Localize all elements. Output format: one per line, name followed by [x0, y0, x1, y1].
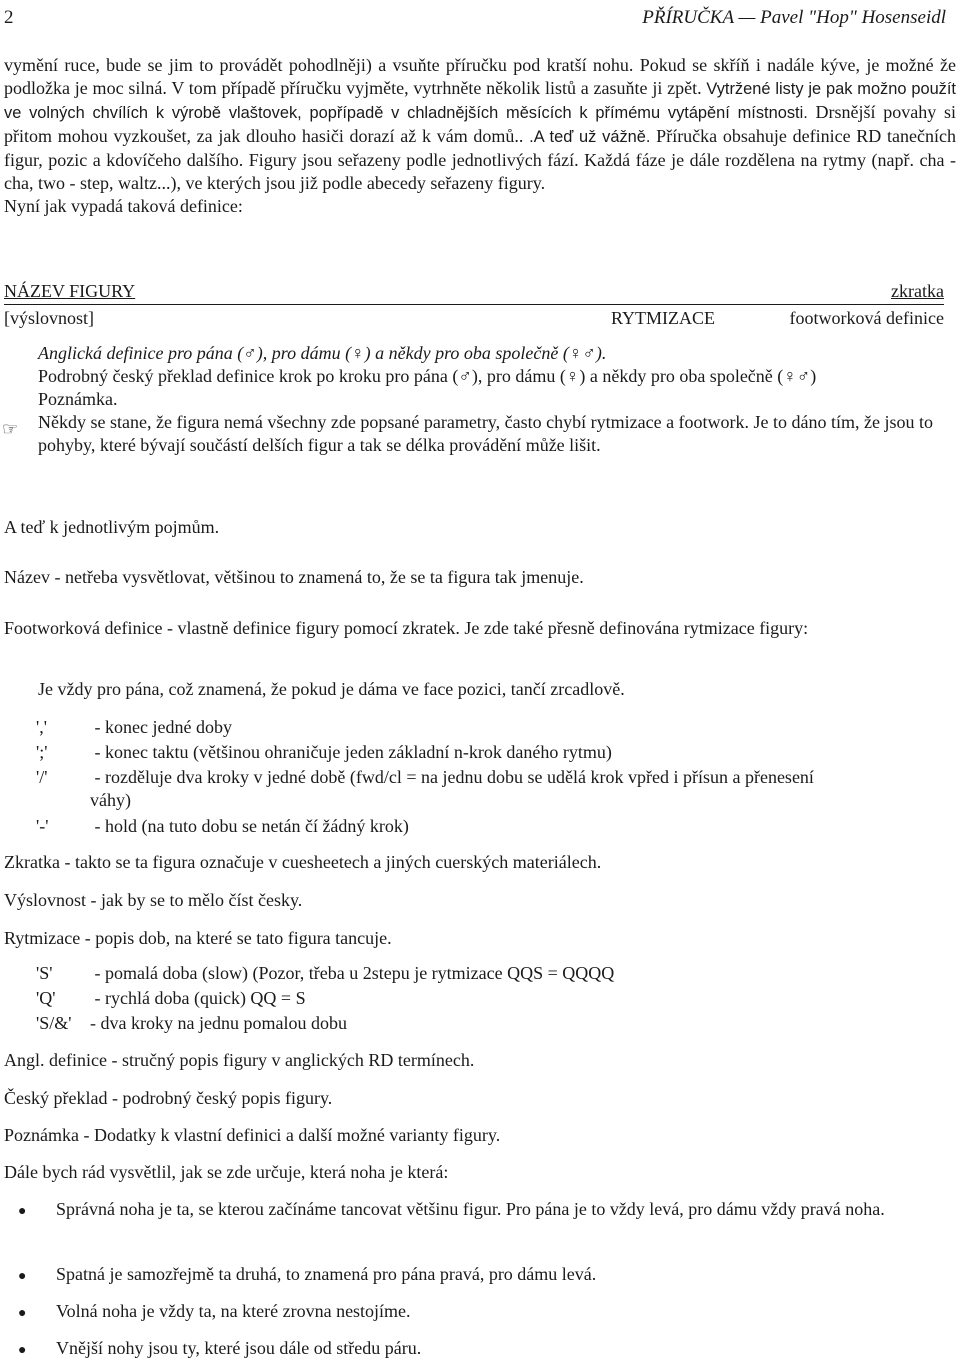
- footwork-symbol-item: [36, 741, 948, 764]
- note-label: Poznámka.: [38, 389, 118, 409]
- intro-text: [4, 54, 956, 195]
- symbol-text: - dva kroky na jednu pomalou dobu: [90, 1013, 347, 1033]
- intro-part-4: .A teď už vážně.: [529, 128, 651, 146]
- footwork-symbol-item: [36, 766, 948, 812]
- symbol-text: - konec jedné doby: [90, 717, 232, 737]
- intro-paragraph: [4, 54, 956, 218]
- pointing-hand-icon: ☞: [2, 419, 19, 439]
- note-text: Někdy se stane, že figura nemá všechny zde popsané parametry, často chybí rytmizace a footwork. Je to dáno tím, že jsou to pohyby, které bývají součástí delších figur a tak se délka provádění může lišit.: [38, 412, 934, 455]
- english-definition: Anglická definice pro pána (♂), pro dámu (♀) a někdy pro oba společně (♀♂).: [38, 343, 607, 363]
- feet-intro: Dále bych rád vysvětlil, jak se zde určuje, která noha je která:: [4, 1162, 449, 1182]
- intro-how: Nyní jak vypadá taková definice:: [4, 196, 243, 216]
- pronunciation-explanation: Výslovnost - jak by se to mělo číst česky.: [4, 890, 303, 910]
- symbol-mark: 'S': [36, 963, 53, 983]
- name-explanation: Název - netřeba vysvětlovat, většinou to znamená to, že se ta figura tak jmenuje.: [4, 567, 584, 587]
- czech-definition: Podrobný český překlad definice krok po kroku pro pána (♂), pro dámu (♀) a někdy pro oba společně (♀♂): [38, 366, 817, 386]
- mirror-note: Je vždy pro pána, což znamená, že pokud je dáma ve face pozici, tančí zrcadlově.: [38, 679, 625, 699]
- intro-part-3: Drsnější povahy si přitom mohou vyzkoušet, za jak dlouho hasiči dorazí až k vám domů..: [4, 102, 956, 146]
- intro-part-1: vymění ruce, bude se jim to provádět pohodlněji) a vsuňte příručku pod kratší nohu. Pokud se skříň i nadále kýve, je možné že podložka je moc silná. V tom případě příručku vyjměte, vytrhněte několik listů a zasuňte ji zpět.: [4, 55, 956, 98]
- feet-bullet-item: Vnější nohy jsou ty, které jsou dále od středu páru.: [56, 1338, 422, 1358]
- note-explanation: Poznámka - Dodatky k vlastní definici a další možné varianty figury.: [4, 1125, 501, 1145]
- symbol-text: - rozděluje dva kroky v jedné době (fwd/cl = na jednu dobu se udělá krok vpřed i přísun a přenesení: [90, 767, 814, 787]
- bullet-icon: ●: [18, 1306, 27, 1321]
- rhythm-symbol-item: [36, 1012, 948, 1035]
- page-header: [4, 6, 946, 30]
- figure-name: NÁZEV FIGURY: [4, 281, 136, 301]
- feet-bullet-item: Volná noha je vždy ta, na které zrovna nestojíme.: [56, 1301, 411, 1321]
- symbol-mark: 'Q': [36, 988, 56, 1008]
- intro-part-2: Vytržené listy je pak možno použít ve volných chvílích k výrobě vlaštovek, popřípadě v chladnějších měsících k přímému vytápění místnosti.: [4, 80, 956, 122]
- definition-template-header: [4, 280, 944, 331]
- symbol-text: - hold (na tuto dobu se netán čí žádný krok): [90, 816, 409, 836]
- footwork-symbol-item: [36, 716, 948, 739]
- intro-part-5: Příručka obsahuje definice RD tanečních figur, pozic a kdovíčeho dalšího. Figury jsou seřazeny podle jednotlivých fází. Každá fáze je dále rozdělena na rytmy (např. cha -cha, two - step, waltz...), ve kterých jsou již podle abecedy seřazeny figury.: [4, 126, 957, 193]
- pronunciation-row: [4, 307, 944, 331]
- footwork-symbol-item: [36, 815, 948, 838]
- english-def-explanation: Angl. definice - stručný popis figury v anglických RD termínech.: [4, 1050, 475, 1070]
- footwork-explanation: Footworková definice - vlastně definice figury pomocí zkratek. Je zde také přesně definována rytmizace figury:: [4, 618, 809, 638]
- symbol-mark: 'S/&': [36, 1013, 72, 1033]
- feet-bullet-item: Spatná je samozřejmě ta druhá, to znamená pro pána pravá, pro dámu levá.: [56, 1264, 597, 1284]
- rhythm-symbol-item: [36, 987, 948, 1010]
- rhythm-label: RYTMIZACE: [611, 308, 716, 328]
- rhythm-symbol-item: [36, 962, 948, 985]
- symbol-mark: '-': [36, 816, 49, 836]
- symbol-mark: '/': [36, 767, 48, 787]
- figure-row: [4, 280, 944, 305]
- bullet-icon: ●: [18, 1343, 27, 1358]
- symbol-text: - pomalá doba (slow) (Pozor, třeba u 2stepu je rytmizace QQS = QQQQ: [90, 963, 615, 983]
- pronunciation: [výslovnost]: [4, 308, 94, 328]
- running-title: PŘÍRUČKA — Pavel "Hop" Hosenseidl: [642, 7, 946, 28]
- footwork-label: footworková definice: [789, 308, 944, 328]
- symbol-continuation: váhy): [90, 790, 131, 810]
- definition-template-body: [38, 342, 946, 457]
- abbreviation-explanation: Zkratka - takto se ta figura označuje v cuesheetech a jiných cuerských materiálech.: [4, 852, 602, 872]
- feet-bullet-item: Správná noha je ta, se kterou začínáme tancovat většinu figur. Pro pána je to vždy levá, pro dámu vždy pravá noha.: [56, 1199, 885, 1219]
- symbol-mark: ',': [36, 717, 47, 737]
- symbol-mark: ';': [36, 742, 48, 762]
- figure-abbreviation: zkratka: [891, 281, 944, 301]
- czech-translation-explanation: Český překlad - podrobný český popis figury.: [4, 1088, 333, 1108]
- concepts-heading: A teď k jednotlivým pojmům.: [4, 517, 220, 537]
- bullet-icon: ●: [18, 1269, 27, 1284]
- symbol-text: - konec taktu (většinou ohraničuje jeden základní n-krok daného rytmu): [90, 742, 612, 762]
- rhythm-explanation: Rytmizace - popis dob, na které se tato figura tancuje.: [4, 928, 392, 948]
- symbol-text: - rychlá doba (quick) QQ = S: [90, 988, 306, 1008]
- page-number: 2: [4, 7, 14, 28]
- bullet-icon: ●: [18, 1204, 27, 1219]
